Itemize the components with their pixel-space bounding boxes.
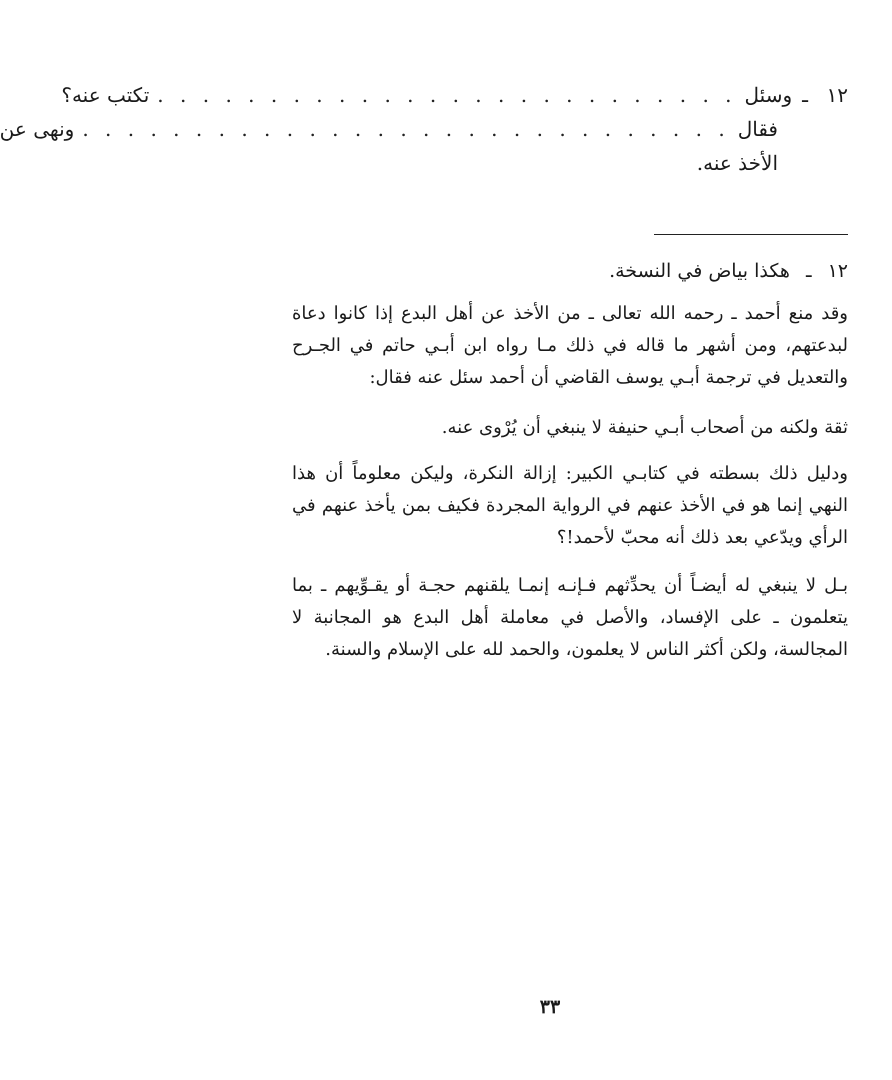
footnote-number: ١٢ (827, 260, 848, 282)
main-line-3 (292, 146, 848, 180)
footnote-heading (292, 256, 848, 286)
paragraph-4: بـل لا ينبغي له أيضـاً أن يحدِّثهم فـإنـه إنمـا يلقنهم حجـة أو يقـوِّيهم ـ بما يتعلمون ـ على الإفساد، والأصل في معاملة أهل البدع هو المجانبة لا المجالسة، ولكن أكثر الناس لا يعلمون، والحمد لله على الإسلام والسنة. (292, 575, 849, 660)
paragraph-1: وقد منع أحمد ـ رحمه الله تعالى ـ من الأخذ عن أهل البدع إذا كانوا دعاة لبدعتهم، ومن أشهر ما قاله في ذلك مـا رواه ابن أبـي حاتم في الجـرح والتعديل في ترجمة أبـي يوسف القاضي أن أحمد سئل عنه فقال: (292, 303, 848, 388)
footnote-dash: ـ (805, 260, 812, 282)
paragraph-3: ودليل ذلك بسطته في كتابـي الكبير: إزالة النكرة، وليكن معلوماً أن هذا النهي إنما هو في الأخذ عنهم في الرواية المجردة فكيف بمن يأخذ عنهم في الرأي ويدّعي بعد ذلك أنه محبّ لأحمد!؟ (292, 463, 848, 548)
entry-number: ١٢ (826, 83, 848, 107)
blank-dots-1: . . . . . . . . . . . . . . . . . . . . . . . . . . (157, 83, 737, 107)
main-text-block (0, 78, 848, 180)
footnote-divider (654, 234, 848, 235)
paragraph-2: ثقة ولكنه من أصحاب أبـي حنيفة لا ينبغي أن يُرْوى عنه. (441, 417, 848, 438)
line2-start: فقال (737, 117, 778, 141)
line1-start: وسئل (744, 83, 793, 107)
main-line-2 (0, 112, 848, 146)
main-line-1 (61, 78, 848, 112)
footnote-text: هكذا بياض في النسخة. (609, 260, 790, 282)
line1-end: تكتب عنه؟ (61, 83, 150, 107)
entry-dash: ـ (802, 83, 808, 107)
line3-text: الأخذ عنه. (696, 151, 778, 175)
line2-end: ونهى عن (0, 117, 75, 141)
blank-dots-2: . . . . . . . . . . . . . . . . . . . . . . . . . . . . . (82, 117, 730, 141)
page-number: ٣٣ (539, 996, 561, 1018)
